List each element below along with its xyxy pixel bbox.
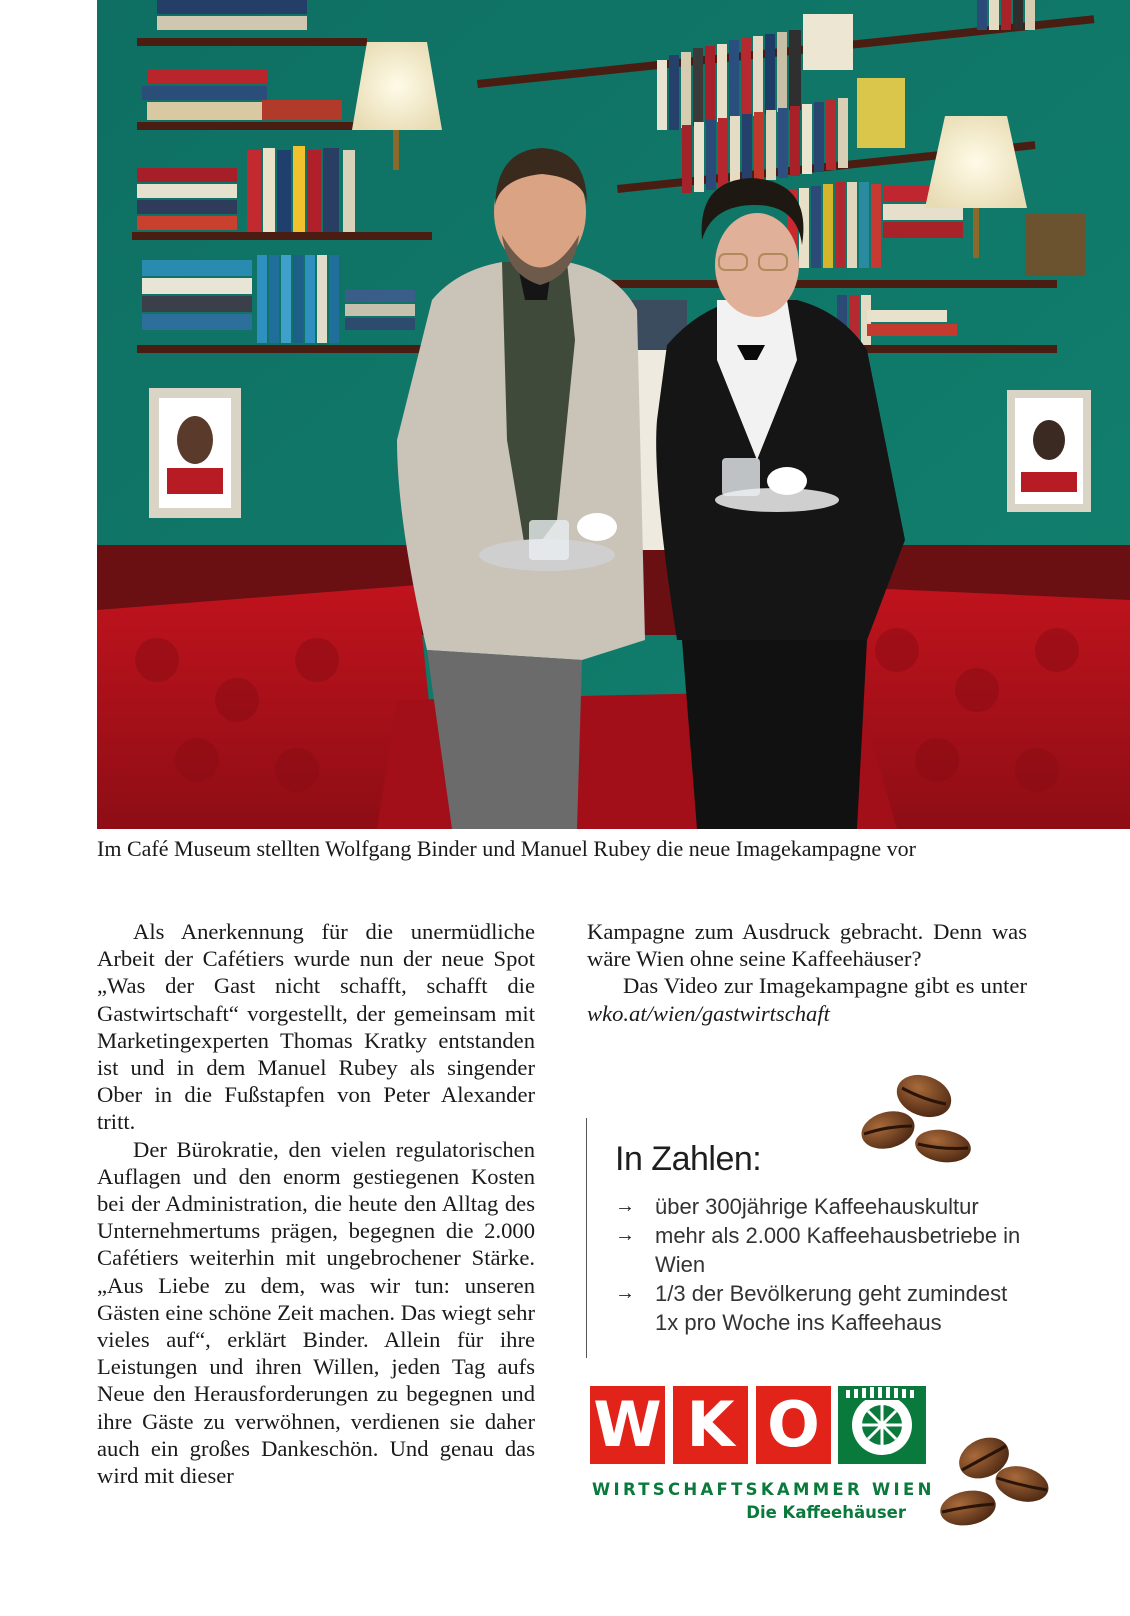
article-paragraph — [587, 972, 1027, 1026]
facts-title: In Zahlen: — [615, 1140, 762, 1178]
arrow-right-icon: → — [615, 1282, 635, 1304]
fact-text: mehr als 2.000 Kaffeehausbetriebe in Wien — [655, 1223, 1021, 1277]
arrow-right-icon: → — [615, 1224, 635, 1246]
wko-emblem-icon — [838, 1386, 926, 1464]
list-item — [615, 1192, 1035, 1221]
wko-organization-name: WIRTSCHAFTSKAMMER WIEN — [592, 1480, 935, 1499]
article-paragraph: Als Anerkennung für die unermüdliche Arbeit der Cafétiers wurde nun der neue Spot „Was der Gast nicht schafft, schafft die Gastwirtschaft“ vorgestellt, der gemeinsam mit Marketingexperten Thomas Kratky entstanden ist und in dem Manuel Rubey als singender Ober in die Fußstapfen von Peter Alexander tritt. — [97, 919, 535, 1135]
facts-box — [586, 1118, 1047, 1358]
wko-division-name: Die Kaffeehäuser — [746, 1503, 906, 1522]
article-paragraph: Kampagne zum Ausdruck gebracht. Denn was wäre Wien ohne seine Kaffeehäuser? — [587, 919, 1027, 972]
article-column-left — [97, 918, 535, 1489]
arrow-right-icon: → — [615, 1195, 635, 1217]
wko-letter-w: W — [590, 1386, 665, 1464]
list-item — [615, 1221, 1035, 1279]
video-text: Das Video zur Imagekampagne gibt es unter — [623, 973, 1027, 999]
video-link[interactable]: wko.at/wien/gastwirtschaft — [587, 1000, 830, 1026]
fact-text: 1/3 der Bevölkerung geht zumindest 1x pro Woche ins Kaffeehaus — [655, 1281, 1008, 1335]
wko-letter-o: O — [756, 1386, 831, 1464]
facts-list — [615, 1192, 1035, 1337]
coffee-beans-icon — [934, 1432, 1054, 1532]
cafe-museum-photo — [97, 0, 1130, 829]
article-photo — [97, 0, 1130, 829]
wko-logo — [590, 1386, 935, 1526]
article-paragraph: Der Bürokratie, den vielen regulatorischen Auflagen und den enorm gestiegenen Kosten bei der Administration, die heute den Alltag des Unternehmertums prägen, begegnen die 2.000 Cafétiers weiterhin mit ungebrochener Stärke. „Aus Liebe zu dem, was wir tun: unseren Gästen eine schöne Zeit machen. Das wiegt sehr vieles auf“, erklärt Binder. Allein für ihre Leistungen und ihren Willen, jeden Tag aufs Neue den Herausforderungen zu begegnen und ihre Gäste zu verwöhnen, verdienen sie daher auch ein großes Dankeschön. Und genau das wird mit dieser — [97, 1136, 535, 1489]
list-item — [615, 1279, 1035, 1337]
wko-letter-k: K — [673, 1386, 748, 1464]
photo-caption: Im Café Museum stellten Wolfgang Binder und Manuel Rubey die neue Imagekampagne vor — [97, 836, 916, 861]
article-column-right — [587, 918, 1027, 1027]
fact-text: über 300jährige Kaffeehauskultur — [655, 1194, 979, 1219]
